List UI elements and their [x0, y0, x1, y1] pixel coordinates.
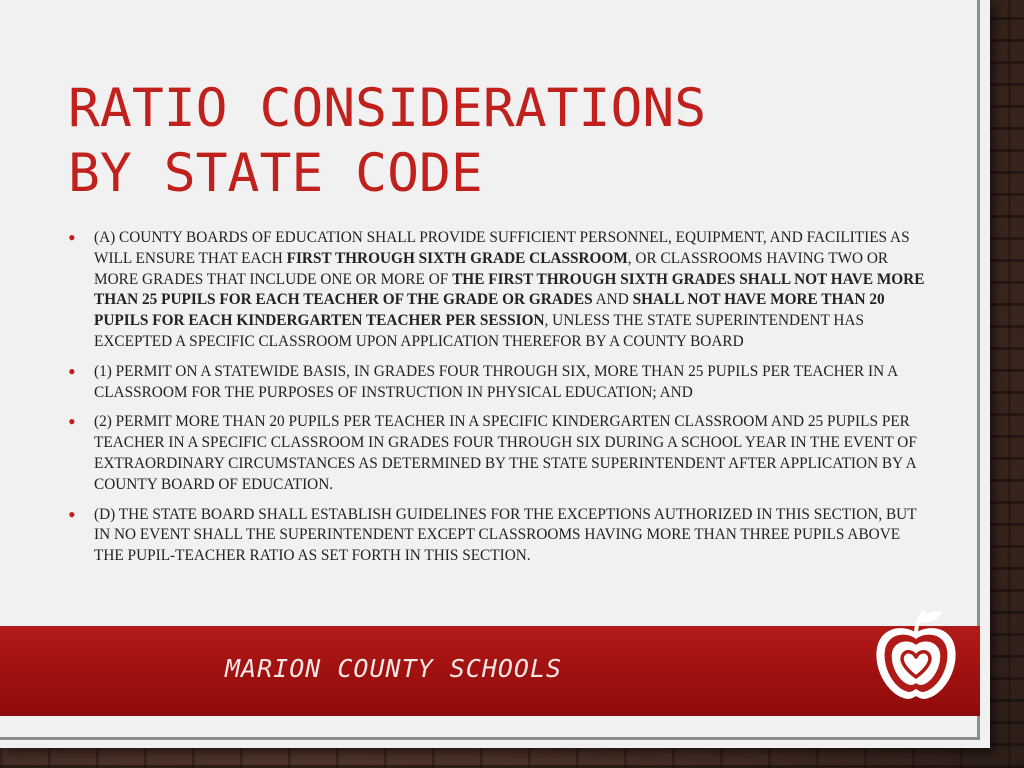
bullet-item	[68, 501, 928, 567]
bullet-item	[68, 225, 928, 353]
footer-school-name: MARION COUNTY SCHOOLS	[225, 654, 563, 683]
bullet-item	[68, 409, 928, 495]
bullet-icon: •	[68, 409, 76, 435]
bullet-text: , OR CLASSROOMS HAVING TWO OR MORE GRADES THAT INCLUDE ONE OR MORE OF	[94, 249, 889, 288]
bullet-item	[68, 358, 928, 404]
bullet-text: (A) COUNTY BOARDS OF EDUCATION SHALL PROVIDE SUFFICIENT PERSONNEL, EQUIPMENT, AND FACILITIES AS WILL ENSURE THAT EACH	[94, 229, 910, 267]
bullet-text: AND	[592, 291, 633, 309]
bullet-icon: •	[68, 501, 76, 527]
bullet-list	[68, 225, 928, 576]
bullet-text: (2) PERMIT MORE THAN 20 PUPILS PER TEACHER IN A SPECIFIC KINDERGARTEN CLASSROOM AND 25 PUPILS PER TEACHER IN A SPECIFIC CLASSROOM IN GRADES FOUR THROUGH SIX DURING A SCHOOL YEAR IN THE EVENT OF EXTRAORDINARY CIRCUMSTANCES AS DETERMINED BY THE STATE SUPERINTENDENT AFTER APPLICATION BY A COUNTY BOARD OF EDUCATION.	[94, 413, 917, 493]
title-line-2: BY STATE CODE	[68, 143, 483, 204]
slide-title	[68, 76, 928, 206]
apple-heart-icon	[868, 604, 964, 708]
bullet-text: (D) THE STATE BOARD SHALL ESTABLISH GUIDELINES FOR THE EXCEPTIONS AUTHORIZED IN THIS SECTION, BUT IN NO EVENT SHALL THE SUPERINTENDENT EXCEPT CLASSROOMS HAVING MORE THAN THREE PUPILS ABOVE THE PUPIL-TEACHER RATIO AS SET FORTH IN THIS SECTION.	[94, 505, 917, 565]
bullet-icon: •	[68, 358, 76, 384]
bullet-text: , UNLESS THE STATE SUPERINTENDENT HAS EXCEPTED A SPECIFIC CLASSROOM UPON APPLICATION THEREFOR BY A COUNTY BOARD	[94, 312, 864, 350]
bullet-bold-text: FIRST THROUGH SIXTH GRADE CLASSROOM	[286, 249, 628, 267]
bullet-text: (1) PERMIT ON A STATEWIDE BASIS, IN GRADES FOUR THROUGH SIX, MORE THAN 25 PUPILS PER TEACHER IN A CLASSROOM FOR THE PURPOSES OF INSTRUCTION IN PHYSICAL EDUCATION; AND	[94, 362, 898, 401]
bullet-icon: •	[68, 225, 76, 250]
title-line-1: RATIO CONSIDERATIONS	[68, 78, 707, 139]
bullet-bold-text: SHALL NOT HAVE MORE THAN 20 PUPILS FOR EACH KINDERGARTEN TEACHER PER SESSION	[94, 291, 885, 330]
bullet-bold-text: THE FIRST THROUGH SIXTH GRADES SHALL NOT HAVE MORE THAN 25 PUPILS FOR EACH TEACHER OF THE GRADE OR GRADES	[94, 270, 925, 309]
